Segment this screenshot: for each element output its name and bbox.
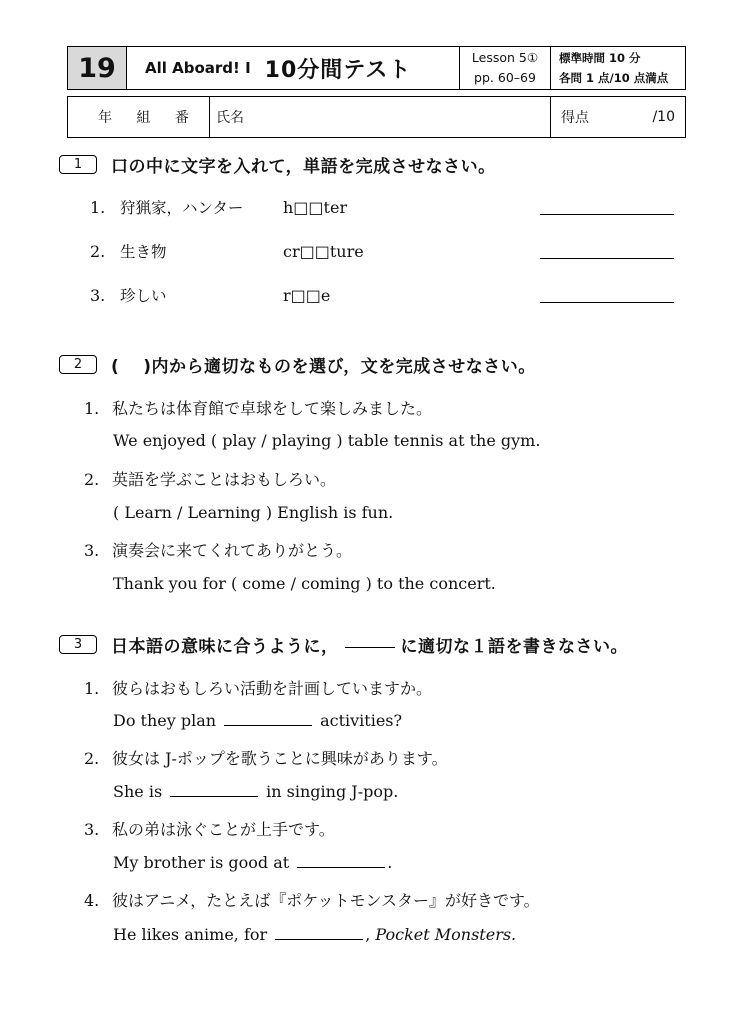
item-number: 3.: [84, 820, 100, 839]
english-after: .: [387, 853, 393, 872]
item-word: h□□ter: [283, 197, 348, 217]
test-header: [67, 46, 686, 90]
section-1-header: [59, 152, 496, 177]
english-italic-title: Pocket Monsters.: [375, 925, 517, 944]
item-number: 3.: [84, 541, 100, 560]
question-english: [113, 711, 402, 730]
section-badge: 1: [59, 155, 97, 174]
answer-blank[interactable]: [224, 711, 312, 726]
name-label: 氏名: [216, 110, 244, 126]
list-item: [90, 283, 680, 307]
item-japanese-text: 彼女は J-ポップを歌うことに興味があります。: [112, 749, 448, 768]
question-japanese: [84, 396, 432, 419]
english-before: She is: [113, 782, 163, 801]
score-label: 得点: [561, 110, 589, 126]
test-number: 19: [68, 47, 127, 89]
standard-time: 標準時間 10 分: [559, 51, 641, 65]
lesson-cell: [460, 47, 551, 89]
list-item: [90, 195, 680, 219]
item-number: 2.: [84, 749, 100, 768]
item-japanese-text: 私たちは体育館で卓球をして楽しみました。: [112, 399, 433, 418]
scoring-rule: 各問 1 点/10 点満点: [559, 71, 669, 85]
english-before: My brother is good at: [113, 853, 290, 872]
english-before: He likes anime, for: [113, 925, 268, 944]
english-after: activities?: [320, 711, 403, 730]
item-japanese: 狩猟家，ハンター: [120, 199, 244, 217]
item-japanese: 珍しい: [120, 287, 167, 305]
question-english: [113, 853, 392, 872]
question-japanese: [84, 467, 336, 490]
item-japanese-text: 英語を学ぶことはおもしろい。: [112, 470, 337, 489]
english-after: ,: [365, 925, 371, 944]
english-before: Do they plan: [113, 711, 217, 730]
class-cell: [68, 97, 210, 137]
item-word: r□□e: [283, 285, 331, 305]
section-instruction: [111, 632, 628, 657]
question-japanese: [84, 538, 352, 561]
item-number: 3.: [90, 285, 106, 305]
item-number: 2.: [90, 241, 106, 261]
item-japanese: 生き物: [120, 243, 167, 261]
standard-cell: [551, 47, 685, 89]
section-badge: 3: [59, 635, 97, 654]
answer-line[interactable]: [540, 258, 674, 259]
blank-marker: [345, 647, 395, 648]
section-badge: 2: [59, 355, 97, 374]
item-japanese-text: 私の弟は泳ぐことが上手です。: [112, 820, 335, 839]
item-japanese-text: 演奏会に来てくれてありがとう。: [112, 541, 353, 560]
answer-blank[interactable]: [297, 853, 385, 868]
question-japanese: [84, 888, 540, 911]
answer-line[interactable]: [540, 302, 674, 303]
year-label: 年: [98, 110, 113, 126]
item-number: 1.: [90, 197, 106, 217]
student-info-bar: [67, 96, 686, 138]
question-english: ( Learn / Learning ) English is fun.: [113, 503, 394, 522]
class-label: 組: [136, 110, 151, 126]
item-number: 1.: [84, 399, 100, 418]
item-number: 2.: [84, 470, 100, 489]
lesson-label: Lesson 5①: [471, 50, 539, 65]
section-3-header: [59, 632, 628, 657]
name-field[interactable]: [210, 97, 551, 137]
question-japanese: [84, 746, 448, 769]
instruction-part: に適切な１語を書きなさい。: [400, 637, 628, 657]
item-japanese-text: 彼らはおもしろい活動を計画していますか。: [112, 679, 433, 698]
question-english: [113, 782, 398, 801]
question-japanese: [84, 676, 432, 699]
item-number: 4.: [84, 891, 100, 910]
instruction-part: 日本語の意味に合うように，: [111, 637, 339, 657]
number-label: 番: [174, 110, 189, 126]
score-field[interactable]: [551, 97, 685, 137]
english-after: in singing J-pop.: [266, 782, 399, 801]
question-english: [113, 925, 516, 944]
section-2-header: [59, 352, 536, 377]
section-instruction: ( )内から適切なものを選び，文を完成させなさい。: [111, 357, 536, 377]
section-instruction: 口の中に文字を入れて，単語を完成させなさい。: [111, 157, 496, 177]
question-english: We enjoyed ( play / playing ) table tennis at the gym.: [113, 431, 541, 450]
page-range: pp. 60–69: [474, 70, 536, 85]
answer-blank[interactable]: [275, 925, 363, 940]
test-title: 10分間テスト: [264, 57, 412, 83]
question-english: Thank you for ( come / coming ) to the concert.: [113, 574, 496, 593]
list-item: [90, 239, 680, 263]
score-total: /10: [652, 109, 675, 125]
test-title-cell: [127, 47, 460, 89]
answer-blank[interactable]: [170, 782, 258, 797]
answer-line[interactable]: [540, 214, 674, 215]
question-japanese: [84, 817, 335, 840]
textbook-name: All Aboard! I: [145, 59, 251, 77]
item-number: 1.: [84, 679, 100, 698]
item-word: cr□□ture: [283, 241, 364, 261]
item-japanese-text: 彼はアニメ，たとえば『ポケットモンスター』が好きです。: [112, 891, 540, 910]
